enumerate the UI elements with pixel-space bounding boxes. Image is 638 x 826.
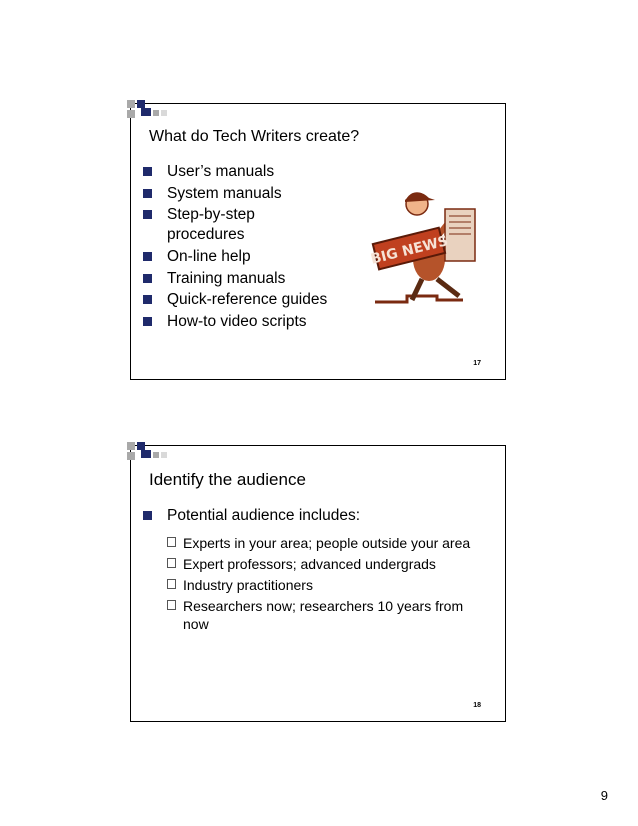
square-bullet-icon: [143, 317, 152, 326]
svg-text:BIG NEWS: BIG NEWS: [369, 233, 450, 268]
newsboy-illustration: [367, 184, 497, 314]
square-bullet-icon: [143, 511, 152, 520]
sub-list-item: Experts in your area; people outside your area: [167, 534, 483, 552]
checkbox-icon: [167, 579, 176, 589]
checkbox-icon: [167, 558, 176, 568]
checkbox-icon: [167, 600, 176, 610]
corner-decoration: [127, 100, 187, 120]
page-number: 9: [600, 788, 608, 803]
sub-list-item: Researchers now; researchers 10 years from now: [167, 597, 483, 633]
list-item: Potential audience includes: Experts in your area; people outside your area Expert professors; advanced undergrads Industry practitioners Researchers now; researchers 10 years from now: [143, 506, 483, 633]
list-item: Step-by-step procedures: [143, 205, 277, 245]
bullet-list: [143, 162, 343, 334]
list-item: Training manuals: [143, 269, 343, 289]
square-bullet-icon: [143, 295, 152, 304]
square-bullet-icon: [143, 252, 152, 261]
sub-list-item: Industry practitioners: [167, 576, 483, 594]
square-bullet-icon: [143, 189, 152, 198]
slide-17: [130, 103, 506, 380]
list-item: On-line help: [143, 247, 343, 267]
slide-number: 17: [473, 360, 481, 367]
list-item: How-to video scripts: [143, 312, 343, 332]
corner-decoration: [127, 442, 187, 462]
bullet-list: [143, 506, 483, 636]
square-bullet-icon: [143, 274, 152, 283]
slide-title: Identify the audience: [149, 470, 306, 489]
square-bullet-icon: [143, 210, 152, 219]
square-bullet-icon: [143, 167, 152, 176]
slide-18: [130, 445, 506, 722]
sub-list-item: Expert professors; advanced undergrads: [167, 555, 483, 573]
list-item: Quick-reference guides: [143, 290, 343, 310]
list-item: User’s manuals: [143, 162, 343, 182]
sub-bullet-list: [167, 534, 483, 633]
slide-title: What do Tech Writers create?: [149, 128, 360, 145]
list-item: System manuals: [143, 184, 343, 204]
checkbox-icon: [167, 537, 176, 547]
slide-number: 18: [473, 702, 481, 709]
